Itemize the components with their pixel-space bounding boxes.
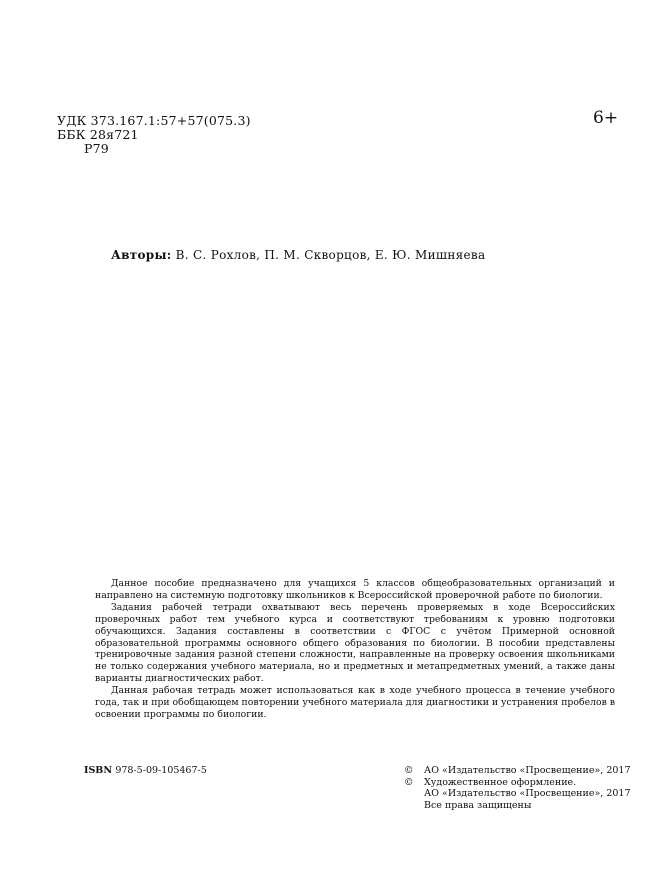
abstract-paragraph: Данное пособие предназначено для учащихся 5 классов общеобразовательных организаций и направлено на системную подготовку школьников к Всероссийской проверочной работе по биологии.: [95, 578, 615, 601]
copyright-text: АО «Издательство «Просвещение», 2017: [424, 765, 631, 776]
isbn-number: 978-5-09-105467-5: [115, 765, 207, 776]
abstract-paragraph: Данная рабочая тетрадь может использоваться как в ходе учебного процесса в течение учебного года, так и при обобщающем повторении учебного материала для диагностики и устранения пробелов в освоении программы по биологии.: [95, 685, 615, 720]
copyright-symbol: ©: [404, 765, 414, 776]
abstract-paragraph: Задания рабочей тетради охватывают весь перечень проверяемых в ходе Всероссийских проверочных работ тем учебного курса и соответствуют требованиям к уровню подготовки обучающихся. Задания составлены в соответствии с ФГОС с учётом Примерной основной образовательной программы основного общего образования по биологии. В пособии представлены тренировочные задания разной степени сложности, направленные на проверку освоения школьниками не только содержания учебного материала, но и предметных и метапредметных умений, а также даны варианты диагностических работ.: [95, 601, 615, 685]
bbk-code: ББК 28я721: [57, 127, 139, 142]
classification-codes: [57, 114, 251, 156]
age-rating: 6+: [593, 108, 619, 128]
rights-reserved: Все права защищены: [424, 799, 532, 811]
authors-line: [111, 248, 485, 263]
copyright-block: [404, 765, 631, 811]
authors-label: Авторы:: [111, 248, 172, 262]
copyright-line: [404, 788, 631, 800]
copyright-text: АО «Издательство «Просвещение», 2017: [424, 788, 631, 800]
abstract: [95, 578, 615, 721]
author-mark: Р79: [84, 141, 109, 156]
copyright-line: [404, 800, 631, 812]
copyright-text: Художественное оформление.: [424, 776, 577, 788]
udk-code: УДК 373.167.1:57+57(075.3): [57, 113, 251, 128]
isbn: [84, 765, 207, 777]
copyright-line: [404, 765, 631, 777]
copyright-symbol: ©: [404, 776, 414, 788]
isbn-label: ISBN: [84, 765, 113, 776]
authors-names: В. С. Рохлов, П. М. Скворцов, Е. Ю. Мишняева: [175, 248, 486, 262]
copyright-line: [404, 777, 631, 789]
